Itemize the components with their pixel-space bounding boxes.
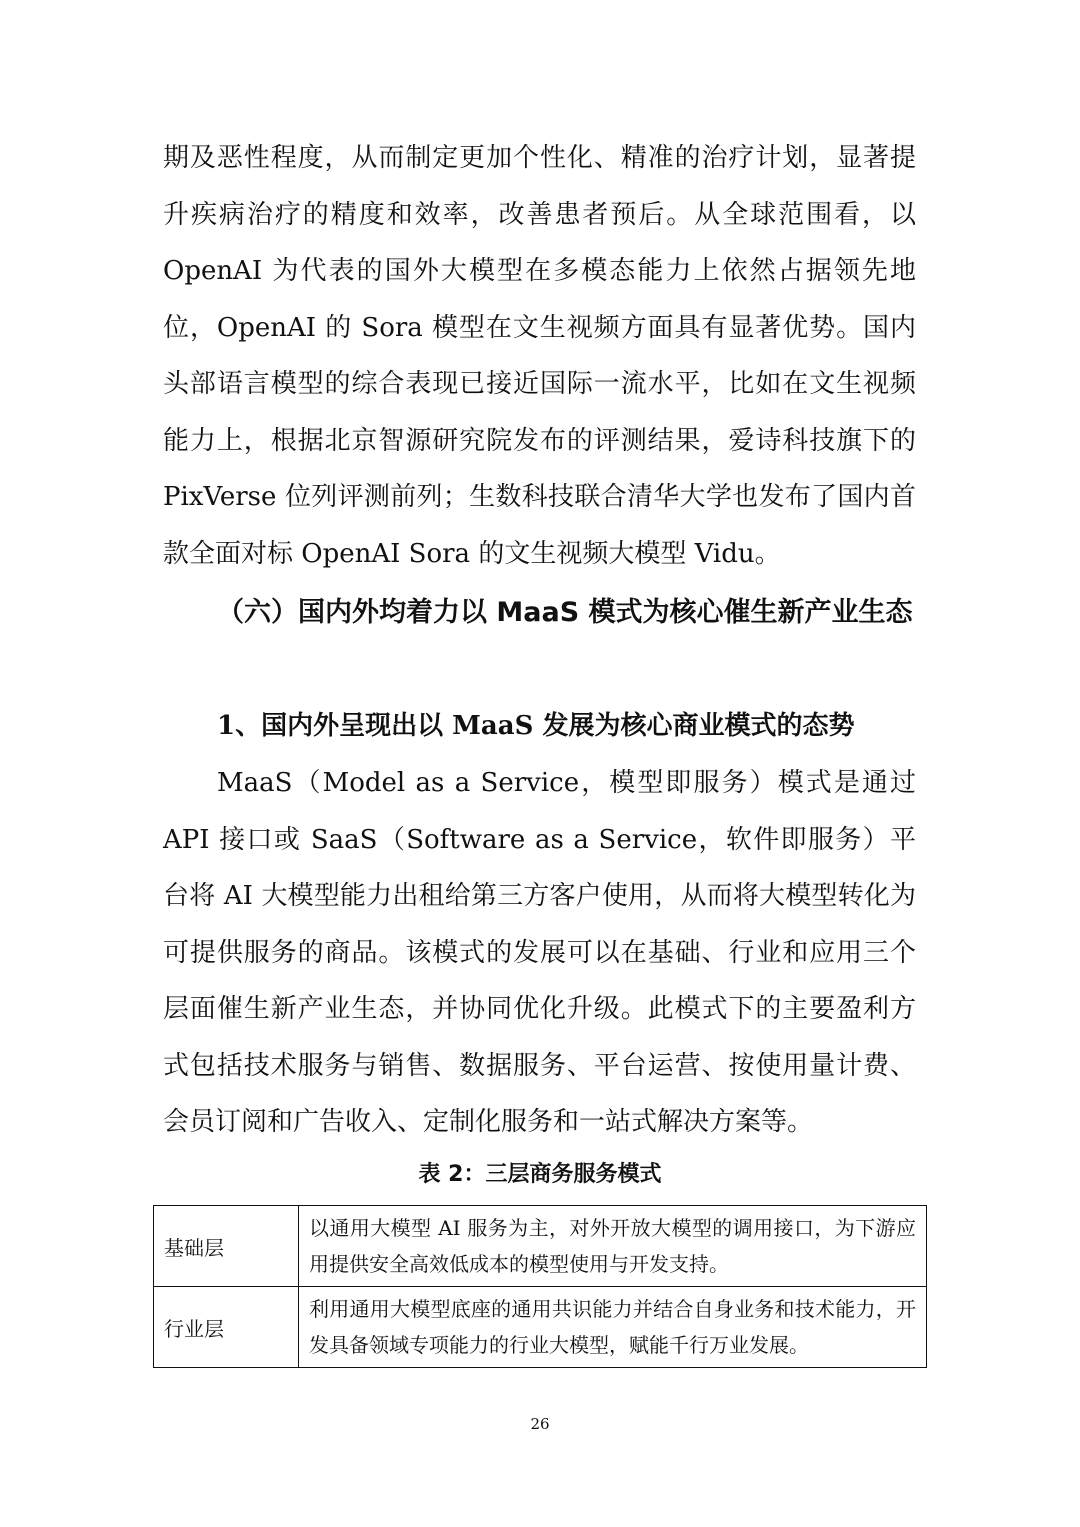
table-cell-description: 以通用大模型 AI 服务为主，对外开放大模型的调用接口，为下游应用提供安全高效低成本的模型使用与开发支持。 [299,1206,927,1287]
business-model-table [153,1205,927,1368]
section-heading: （六）国内外均着力以 MaaS 模式为核心催生新产业生态 [217,597,913,628]
subsection-heading: 1、国内外呈现出以 MaaS 发展为核心商业模式的态势 [217,711,855,741]
table-row [154,1287,927,1368]
table-cell-description: 利用通用大模型底座的通用共识能力并结合自身业务和技术能力，开发具备领域专项能力的行业大模型，赋能千行万业发展。 [299,1287,927,1368]
body-paragraph-maas: MaaS（Model as a Service，模型即服务）模式是通过 API 接口或 SaaS（Software as a Service，软件即服务）平台将 AI 大模型能力出租给第三方客户使用，从而将大模型转化为可提供服务的商品。该模式的发展可以在基础、行业和应用三个层面催生新产业生态，并协同优化升级。此模式下的主要盈利方式包括技术服务与销售、数据服务、平台运营、按使用量计费、会员订阅和广告收入、定制化服务和一站式解决方案等。 [163,768,916,1137]
table-caption: 表 2：三层商务服务模式 [418,1162,662,1187]
page-number: 26 [530,1415,550,1433]
body-paragraph-multimodal: 期及恶性程度，从而制定更加个性化、精准的治疗计划，显著提升疾病治疗的精度和效率，改善患者预后。从全球范围看，以OpenAI 为代表的国外大模型在多模态能力上依然占据领先地位，OpenAI 的 Sora 模型在文生视频方面具有显著优势。国内头部语言模型的综合表现已接近国际一流水平，比如在文生视频能力上，根据北京智源研究院发布的评测结果，爱诗科技旗下的PixVerse 位列评测前列；生数科技联合清华大学也发布了国内首款全面对标 OpenAI Sora 的文生视频大模型 Vidu。 [163,143,916,569]
table-cell-layer: 基础层 [154,1206,299,1287]
table-cell-layer: 行业层 [154,1287,299,1368]
table-row [154,1206,927,1287]
